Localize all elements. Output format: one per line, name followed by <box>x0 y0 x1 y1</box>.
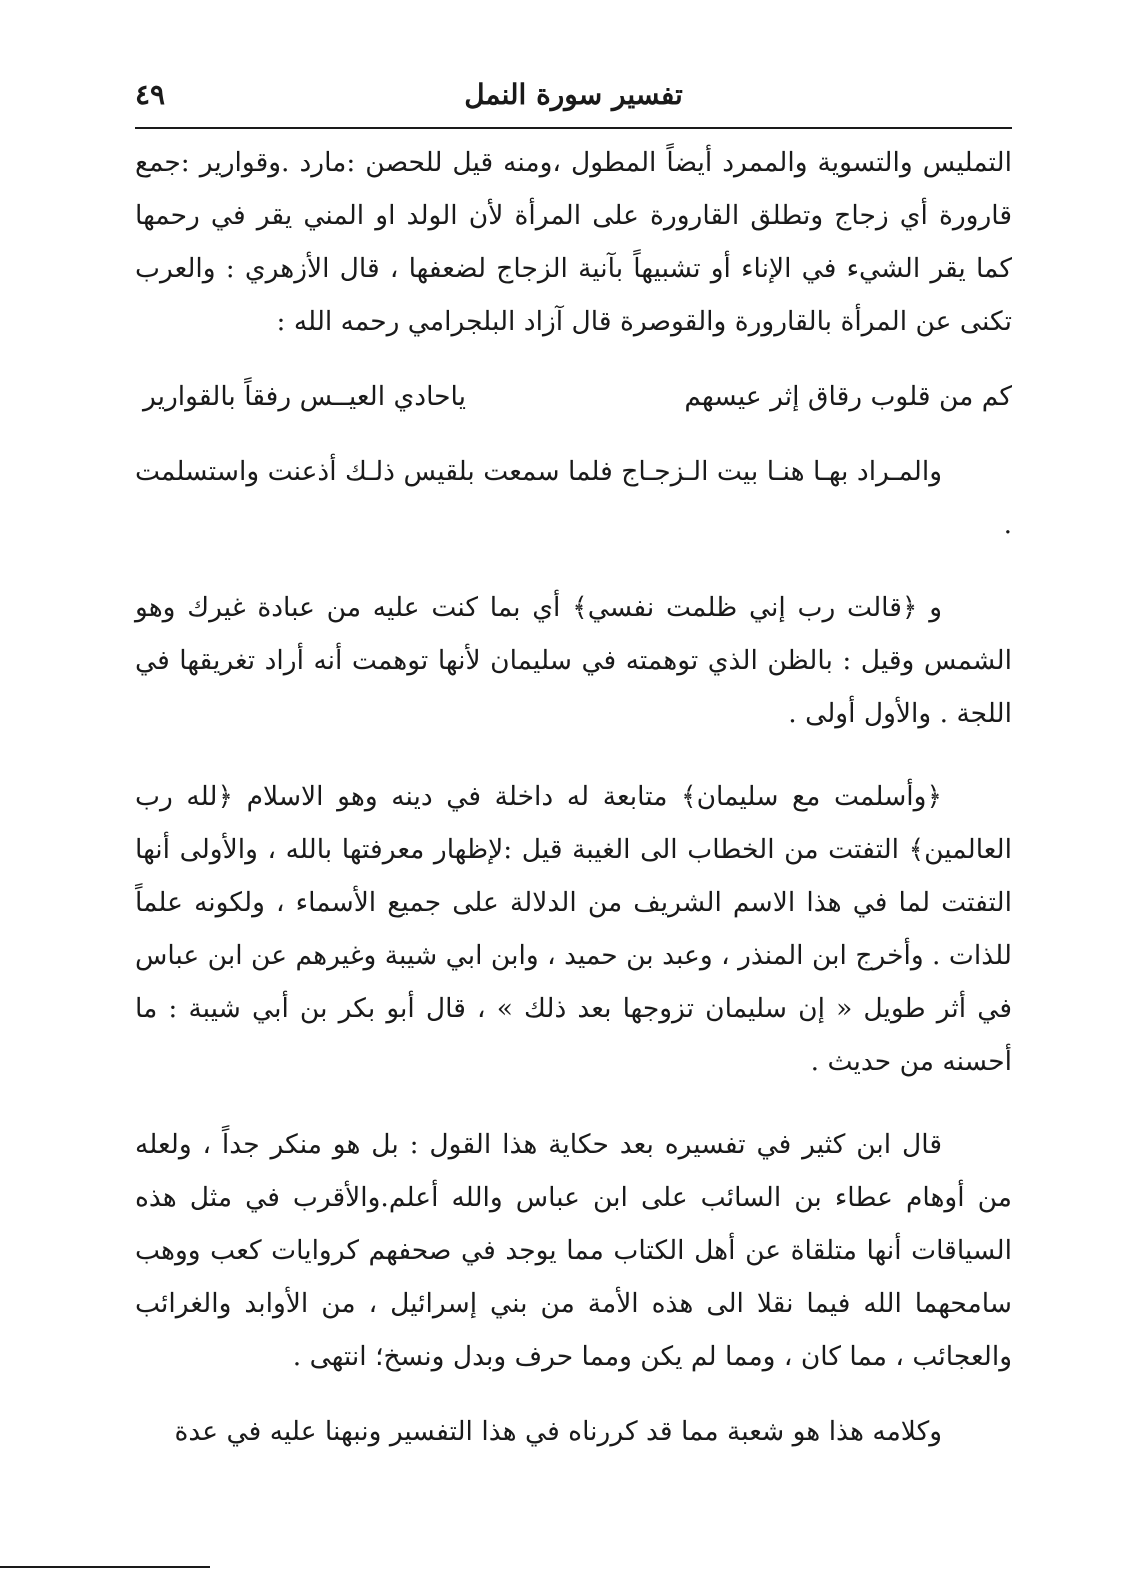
paragraph-ibn-kathir: قال ابن كثير في تفسيره بعد حكاية هذا القول : بل هو منكر جداً ، ولعله من أوهام عطاء بن السائب على ابن عباس والله أعلم.والأقرب في مثل هذه السياقات أنها متلقاة عن أهل الكتاب مما يوجد في صحفهم كروايات كعب ووهب سامحهما الله فيما نقلا الى هذه الأمة من بني إسرائيل ، من الأوابد والغرائب والعجائب ، مما كان ، ومما لم يكن ومما حرف وبدل ونسخ؛ انتهى . <box>135 1129 1012 1372</box>
paragraph-aslamat: ﴿وأسلمت مع سليمان﴾ متابعة له داخلة في دينه وهو الاسلام ﴿لله رب العالمين﴾ التفتت من الخطاب الى الغيبة قيل :لإظهار معرفتها بالله ، والأولى أنها التفتت لما في هذا الاسم الشريف من الدلالة على جميع الأسماء ، ولكونه علماً للذات . وأخرج ابن المنذر ، وعبد بن حميد ، وابن ابي شيبة وغيرهم عن ابن عباس في أثر طويل « إن سليمان تزوجها بعد ذلك » ، قال أبو بكر بن أبي شيبة : ما أحسنه من حديث . <box>135 781 1012 1077</box>
verse-first-hemistich: كم من قلوب رقاق إثر عيسهم <box>684 381 1012 412</box>
page-number: ٤٩ <box>135 78 166 111</box>
paragraph-continuation: وكلامه هذا هو شعبة مما قد كررناه في هذا التفسير ونبهنا عليه في عدة <box>174 1416 942 1447</box>
verse-second-hemistich: ياحادي العيــس رفقاً بالقوارير <box>143 381 466 412</box>
page-body <box>135 136 1012 1458</box>
paragraph-zalamtu-nafsi: و ﴿قالت رب إني ظلمت نفسي﴾ أي بما كنت عليه من عبادة غيرك وهو الشمس وقيل : بالظن الذي توهمته في سليمان لأنها توهمت أنه أراد تغريقها في اللجة . والأول أولى . <box>135 592 1012 729</box>
poetry-verse <box>135 370 1012 423</box>
paragraph-balqis-submitted: والمـراد بهـا هنـا بيت الـزجـاج فلما سمعت بلقيس ذلـك أذعنت واستسلمت . <box>135 456 1012 540</box>
page-header <box>135 78 1012 122</box>
header-divider <box>135 127 1012 129</box>
scan-edge-line <box>0 1566 210 1568</box>
paragraph-qawarir: التمليس والتسوية والممرد أيضاً المطول ،ومنه قيل للحصن :مارد .وقوارير :جمع قارورة أي زجاج وتطلق القارورة على المرأة لأن الولد او المني يقر في رحمها كما يقر الشيء في الإناء أو تشبيهاً بآنية الزجاج لضعفها ، قال الأزهري : والعرب تكنى عن المرأة بالقارورة والقوصرة قال آزاد البلجرامي رحمه الله : <box>135 147 1012 337</box>
running-title: تفسير سورة النمل <box>464 78 683 111</box>
